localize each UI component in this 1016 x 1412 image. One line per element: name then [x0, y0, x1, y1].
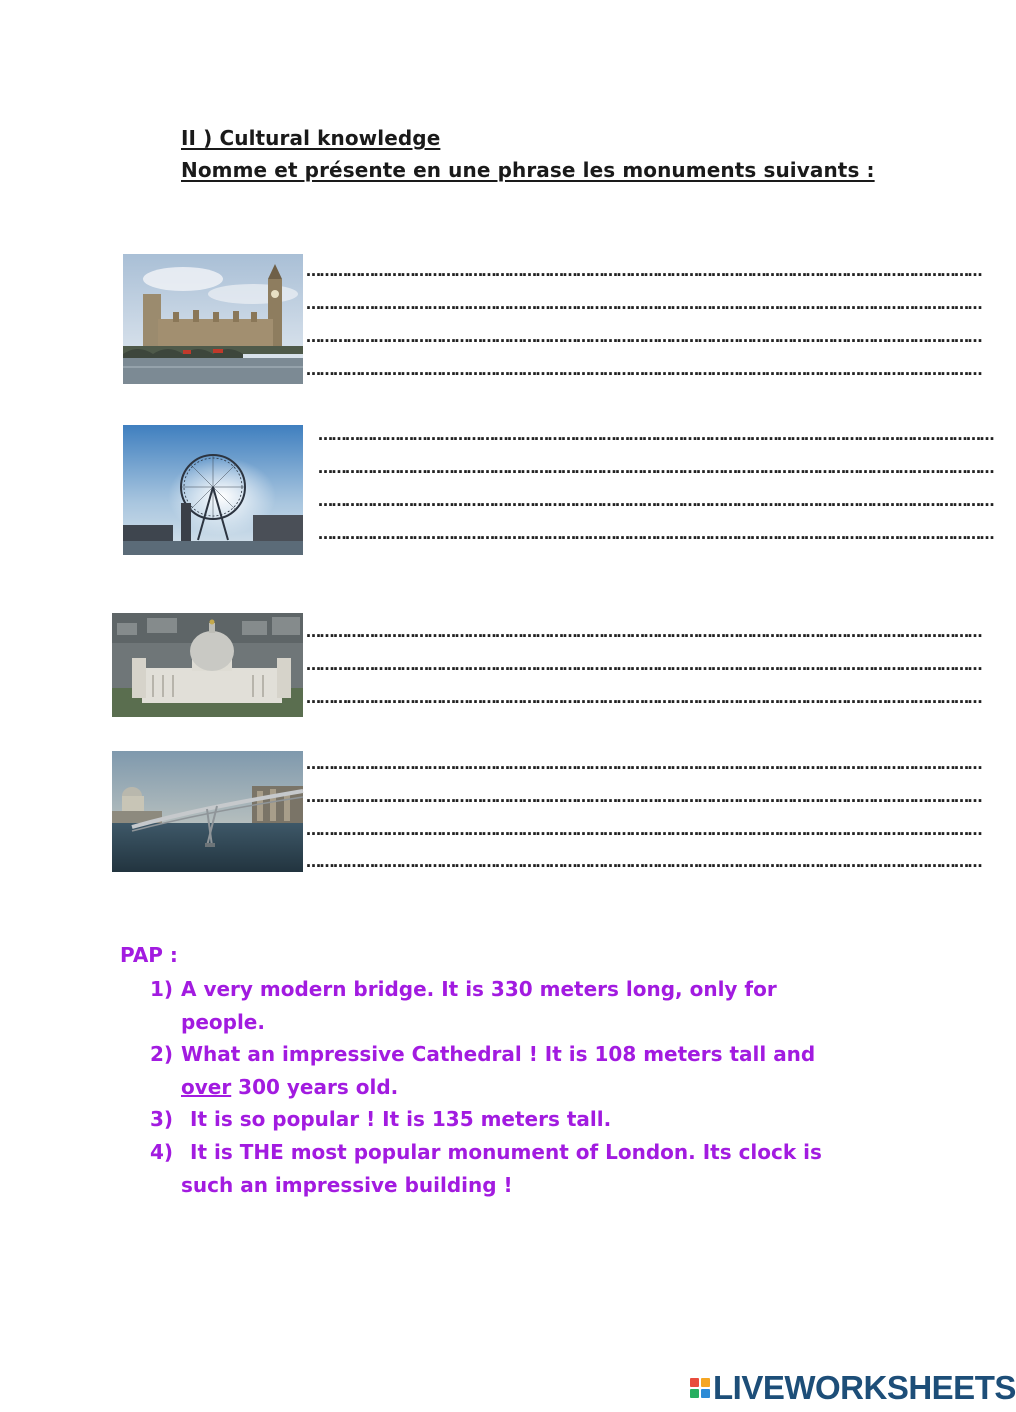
pap-item-number: 3) [150, 1107, 174, 1131]
answer-line[interactable]: …………………………………………………………………………………………………………………………………… [318, 525, 993, 543]
pap-item-text: It is so popular ! It is 135 meters tall. [190, 1107, 612, 1131]
pap-title: PAP : [120, 943, 178, 967]
pap-item-text-part: It is THE most popular monument of London. Its clock is such an impressive building ! [181, 1140, 822, 1197]
answer-line[interactable]: …………………………………………………………………………………………………………………………………… [318, 426, 993, 444]
answer-line[interactable]: …………………………………………………………………………………………………………………………………… [306, 262, 981, 280]
pap-item-text: A very modern bridge. It is 330 meters long, only for people. [181, 977, 777, 1034]
st-pauls-photo [112, 613, 303, 717]
answer-line[interactable]: …………………………………………………………………………………………………………………………………… [306, 853, 981, 871]
answer-line[interactable]: …………………………………………………………………………………………………………………………………… [318, 459, 993, 477]
pap-item-number: 2) [150, 1042, 174, 1066]
millennium-bridge-photo [112, 751, 303, 872]
answer-line[interactable]: …………………………………………………………………………………………………………………………………… [306, 295, 981, 313]
pap-item-text [181, 1136, 851, 1202]
answer-line[interactable]: …………………………………………………………………………………………………………………………………… [306, 656, 981, 674]
answer-line[interactable]: …………………………………………………………………………………………………………………………………… [306, 361, 981, 379]
big-ben-photo [123, 254, 303, 384]
pap-item-number: 1) [150, 977, 174, 1001]
pap-item-text [181, 1038, 851, 1104]
pap-item [150, 973, 850, 1039]
answer-line[interactable]: …………………………………………………………………………………………………………………………………… [306, 821, 981, 839]
answer-line[interactable]: …………………………………………………………………………………………………………………………………… [318, 492, 993, 510]
section-title: II ) Cultural knowledge [181, 126, 441, 150]
logo-icon [690, 1378, 710, 1398]
pap-item [150, 1136, 850, 1202]
answer-line[interactable]: …………………………………………………………………………………………………………………………………… [306, 623, 981, 641]
pap-item [150, 1103, 850, 1136]
instruction-text: Nomme et présente en une phrase les monuments suivants : [181, 158, 875, 182]
answer-line[interactable]: …………………………………………………………………………………………………………………………………… [306, 689, 981, 707]
liveworksheets-logo [690, 1371, 1016, 1405]
answer-line[interactable]: …………………………………………………………………………………………………………………………………… [306, 755, 981, 773]
pap-item-text-part: What an impressive Cathedral ! It is 108 meters tall and [181, 1042, 816, 1066]
pap-item-text-part: 300 years old. [231, 1075, 399, 1099]
answer-line[interactable]: …………………………………………………………………………………………………………………………………… [306, 328, 981, 346]
underlined-word: over [181, 1075, 232, 1099]
pap-item [150, 1038, 850, 1104]
logo-text: LIVEWORKSHEETS [713, 1369, 1016, 1406]
pap-item-number: 4) [150, 1140, 174, 1164]
answer-line[interactable]: …………………………………………………………………………………………………………………………………… [306, 788, 981, 806]
london-eye-photo [123, 425, 303, 555]
